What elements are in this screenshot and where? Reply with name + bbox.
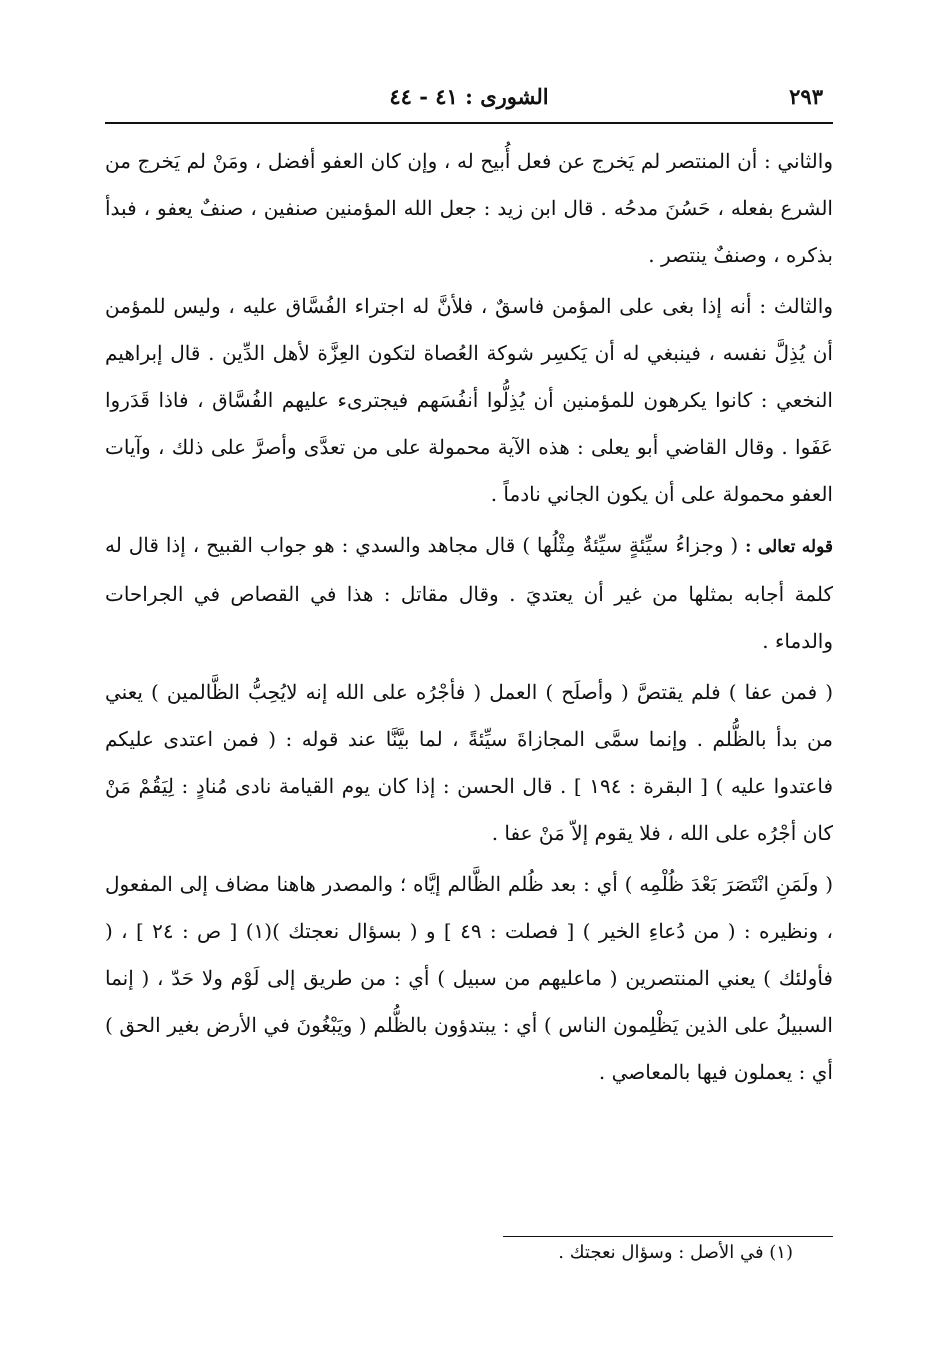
book-page: [105, 80, 833, 1290]
paragraph-2: والثالث : أنه إذا بغى على المؤمن فاسقٌ ، فلأنَّ له اجتراء الفُسَّاق عليه ، وليس للمؤمن أن يُذِلَّ نفسه ، فينبغي له أن يَكسِر شوكة العُصاة لتكون العِزَّة لأهل الدِّين . قال إبراهيم النخعي : كانوا يكرهون للمؤمنين أن يُذِلُّوا أنفُسَهم فيجترىء عليهم الفُسَّاق ، فاذا قَدَروا عَفَوا . وقال القاضي أبو يعلى : هذه الآية محمولة على من تعدَّى وأصرَّ على ذلك ، وآيات العفو محمولة على أن يكون الجاني نادماً .: [105, 294, 833, 506]
page-body: [105, 138, 833, 1096]
paragraph-5: ( ولَمَنِ انْتَصَرَ بَعْدَ ظُلْمِه ) أي : بعد ظُلم الظَّالم إيَّاه ؛ والمصدر هاهنا مضاف إلى المفعول ، ونظيره : ( من دُعاءِ الخير ) [ فصلت : ٤٩ ] و ( بسؤال نعجتك )(١) [ ص : ٢٤ ] ، ( فأولئك ) يعني المنتصرين ( ماعليهم من سبيل ) أي : من طريق إلى لَوْم ولا حَدّ ، ( إنما السبيلُ على الذين يَظْلِمون الناس ) أي : يبتدؤون بالظُّلم ( ويَبْغُونَ في الأرض بغير الحق ) أي : يعملون فيها بالمعاصي .: [105, 872, 833, 1084]
page-number: ٢٩٣: [789, 84, 823, 109]
footnote-rule: [503, 1236, 833, 1237]
paragraph-3-lead: قوله تعالى :: [745, 537, 834, 557]
page-header: [105, 80, 833, 116]
footnote: (١) في الأصل : وسؤال نعجتك .: [558, 1242, 793, 1263]
running-title: الشورى : ٤١ - ٤٤: [389, 84, 549, 109]
header-rule: [105, 122, 833, 124]
paragraph-3: [105, 522, 833, 665]
paragraph-4: ( فمن عفا ) فلم يقتصَّ ( وأصلَح ) العمل ( فأجْرُه على الله إنه لايُحِبُّ الظَّالمين ) يعني من بدأ بالظُّلم . وإنما سمَّى المجازاةَ سيِّئةً ، لما بيَّنَّا عند قوله : ( فمن اعتدى عليكم فاعتدوا عليه ) [ البقرة : ١٩٤ ] . قال الحسن : إذا كان يوم القيامة نادى مُنادٍ : لِيَقُمْ مَنْ كان أجْرُه على الله ، فلا يقوم إلاّ مَنْ عفا .: [105, 680, 834, 845]
paragraph-3-text: ( وجزاءُ سيِّئةٍ سيِّئةٌ مِثْلُها ) قال مجاهد والسدي : هو جواب القبيح ، إذا قال له كلمة أجابه بمثلها من غير أن يعتديَ . وقال مقاتل : هذا في القصاص في الجراحات والدماء .: [105, 533, 833, 653]
paragraph-1: والثاني : أن المنتصر لم يَخرج عن فعل أُبيح له ، وإن كان العفو أفضل ، ومَنْ لم يَخرج من الشرع بفعله ، حَسُنَ مدحُه . قال ابن زيد : جعل الله المؤمنين صنفين ، صنفٌ يعفو ، فبدأ بذكره ، وصنفٌ ينتصر .: [105, 149, 833, 267]
